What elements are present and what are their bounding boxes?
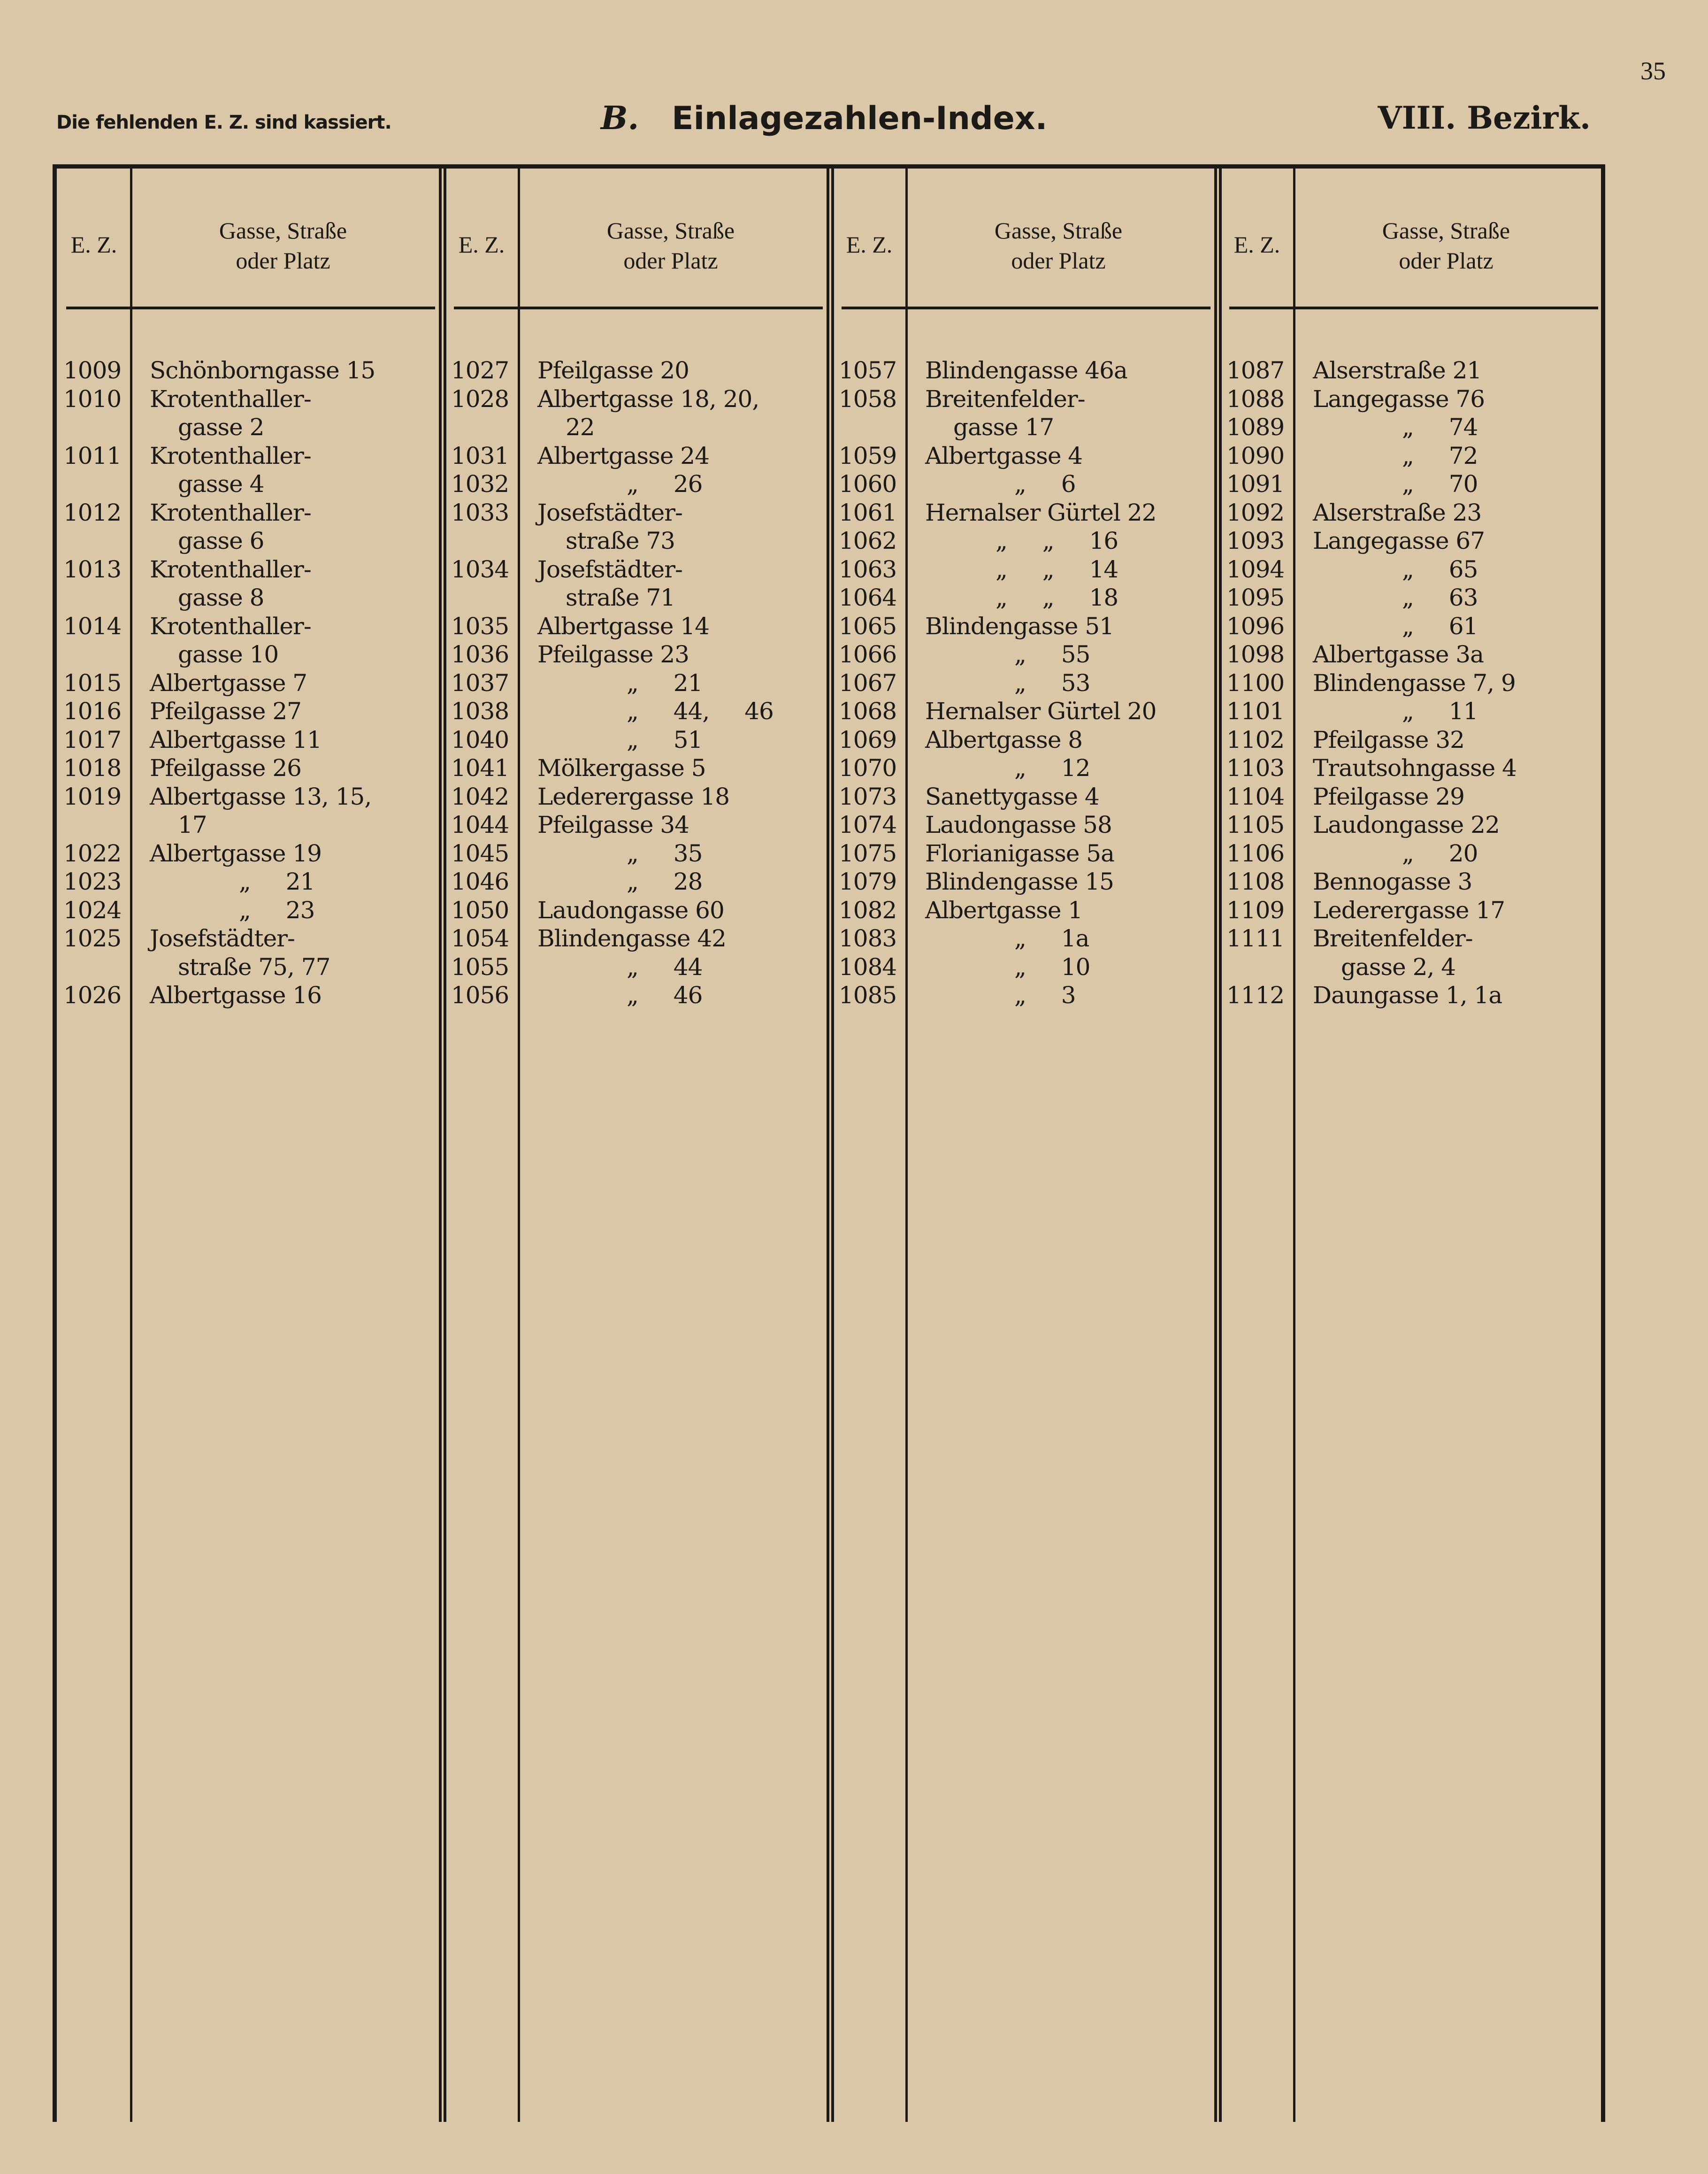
ez-number: 1093 (1226, 527, 1285, 554)
table-row (832, 385, 1220, 414)
ez-number: 1061 (839, 499, 897, 526)
street-name: „ „ 14 (996, 555, 1118, 583)
street-name: „ 44, 46 (627, 698, 774, 725)
street-name: Lederergasse 18 (537, 783, 730, 810)
street-name: Hernalser Gürtel 22 (925, 499, 1157, 526)
street-name: Krotenthaller- (150, 499, 311, 526)
ez-number: 1066 (839, 641, 897, 668)
ez-number: 1045 (451, 839, 509, 867)
table-row (57, 470, 444, 499)
ez-number: 1060 (839, 470, 897, 498)
ez-number: 1022 (63, 839, 122, 867)
ez-number: 1028 (451, 385, 509, 413)
ez-number: 1046 (451, 868, 509, 895)
street-name: Pfeilgasse 27 (150, 698, 301, 725)
street-name: „ 53 (1014, 669, 1090, 697)
table-row (444, 640, 832, 669)
ez-number: 1035 (451, 612, 509, 640)
ez-number: 1010 (63, 385, 122, 413)
table-row (832, 868, 1220, 896)
header-ez: E. Z. (1233, 231, 1280, 258)
street-name: „ 1a (1014, 925, 1089, 952)
street-name: Pfeilgasse 26 (150, 754, 301, 782)
header-street-line1: Gasse, Straße (219, 217, 347, 244)
table-row (444, 413, 832, 442)
ez-number: 1087 (1226, 357, 1285, 384)
table-row (1220, 527, 1608, 555)
street-name: Blindengasse 51 (925, 612, 1114, 640)
ez-number: 1014 (63, 612, 122, 640)
table-row (444, 981, 832, 1010)
street-name: gasse 4 (178, 470, 264, 498)
ez-number: 1103 (1226, 754, 1285, 782)
street-name: 17 (178, 811, 207, 838)
street-name: Laudongasse 22 (1313, 811, 1500, 838)
table-row (444, 754, 832, 783)
header-street (906, 215, 1210, 276)
table-row (444, 811, 832, 839)
street-name: Krotenthaller- (150, 385, 311, 413)
table-row (57, 442, 444, 470)
table-row (832, 896, 1220, 925)
street-name: Krotenthaller- (150, 555, 311, 583)
ez-number: 1054 (451, 925, 509, 952)
street-name: „ 46 (627, 982, 703, 1009)
row-list (57, 356, 444, 1010)
street-name: Florianigasse 5a (925, 839, 1114, 867)
table-row (1220, 981, 1608, 1010)
table-row (444, 442, 832, 470)
table-row (832, 442, 1220, 470)
table-row (832, 527, 1220, 555)
table-row (1220, 584, 1608, 612)
header-rule (454, 307, 823, 309)
table-row (57, 584, 444, 612)
ez-number: 1033 (451, 499, 509, 526)
table-row (1220, 413, 1608, 442)
ez-number: 1096 (1226, 612, 1285, 640)
ez-number: 1089 (1226, 414, 1285, 441)
table-row (1220, 555, 1608, 584)
ez-number: 1067 (839, 669, 897, 697)
street-name: Daungasse 1, 1a (1313, 982, 1502, 1009)
street-name: Sanettygasse 4 (925, 783, 1099, 810)
ez-number: 1079 (839, 868, 897, 895)
ez-number: 1009 (63, 357, 122, 384)
table-row (57, 413, 444, 442)
street-name: Albertgasse 3a (1313, 641, 1484, 668)
header-street (519, 215, 823, 276)
ez-number: 1055 (451, 953, 509, 981)
ez-number: 1083 (839, 925, 897, 952)
ez-number: 1032 (451, 470, 509, 498)
table-row (832, 726, 1220, 754)
table-row (832, 584, 1220, 612)
table-row (1220, 470, 1608, 499)
ez-number: 1025 (63, 925, 122, 952)
column-block (1220, 169, 1608, 2122)
index-title: Einlagezahlen-Index. (672, 100, 1048, 137)
street-name: Krotenthaller- (150, 612, 311, 640)
table-row (57, 868, 444, 896)
table-row (832, 413, 1220, 442)
table-row (444, 783, 832, 811)
ez-number: 1094 (1226, 555, 1285, 583)
header-note: Die fehlenden E. Z. sind kassiert. (56, 112, 391, 133)
ez-number: 1024 (63, 896, 122, 924)
ez-number: 1065 (839, 612, 897, 640)
ez-number: 1068 (839, 698, 897, 725)
ez-number: 1036 (451, 641, 509, 668)
ez-number: 1106 (1226, 839, 1285, 867)
header-street-line2: oder Platz (1011, 247, 1106, 274)
table-row (444, 527, 832, 555)
table-row (1220, 868, 1608, 896)
ez-number: 1098 (1226, 641, 1285, 668)
table-row (832, 669, 1220, 698)
street-name: „ 23 (239, 896, 315, 924)
street-name: gasse 17 (953, 414, 1054, 441)
street-name: „ 35 (627, 839, 703, 867)
table-row (444, 356, 832, 385)
table-row (832, 839, 1220, 868)
ez-number: 1073 (839, 783, 897, 810)
street-name: Breitenfelder- (925, 385, 1085, 413)
street-name: „ 44 (627, 953, 703, 981)
table-row (832, 612, 1220, 641)
table-row (57, 783, 444, 811)
table-row (444, 924, 832, 953)
ez-number: 1016 (63, 698, 122, 725)
street-name: Albertgasse 19 (150, 839, 322, 867)
column-block (832, 169, 1220, 2122)
ez-number: 1058 (839, 385, 897, 413)
table-row (1220, 839, 1608, 868)
street-name: Blindengasse 42 (537, 925, 726, 952)
table-row (444, 499, 832, 527)
street-name: Josefstädter- (537, 499, 682, 526)
table-row (57, 811, 444, 839)
table-row (832, 953, 1220, 982)
table-row (57, 839, 444, 868)
street-name: „ 26 (627, 470, 703, 498)
ez-number: 1063 (839, 555, 897, 583)
ez-number: 1075 (839, 839, 897, 867)
table-row (1220, 896, 1608, 925)
street-name: Blindengasse 46a (925, 357, 1127, 384)
table-row (444, 697, 832, 726)
table-row (1220, 640, 1608, 669)
street-name: Albertgasse 8 (925, 726, 1083, 753)
ez-number: 1019 (63, 783, 122, 810)
table-row (832, 754, 1220, 783)
table-row (832, 470, 1220, 499)
street-name: Lederergasse 17 (1313, 896, 1505, 924)
street-name: Blindengasse 7, 9 (1313, 669, 1516, 697)
ez-number: 1038 (451, 698, 509, 725)
ez-number: 1044 (451, 811, 509, 838)
street-name: Schönborngasse 15 (150, 357, 375, 384)
ez-number: 1111 (1226, 925, 1285, 952)
table-row (1220, 726, 1608, 754)
ez-number: 1101 (1226, 698, 1285, 725)
street-name: Albertgasse 14 (537, 612, 709, 640)
street-name: „ 3 (1014, 982, 1076, 1009)
table-row (1220, 697, 1608, 726)
ez-number: 1023 (63, 868, 122, 895)
table-row (57, 612, 444, 641)
street-name: Pfeilgasse 20 (537, 357, 689, 384)
header-rule (842, 307, 1210, 309)
table-row (1220, 924, 1608, 953)
table-row (57, 527, 444, 555)
table-row (1220, 442, 1608, 470)
street-name: Albertgasse 7 (150, 669, 307, 697)
table-row (1220, 612, 1608, 641)
street-name: gasse 2, 4 (1341, 953, 1456, 981)
ez-number: 1062 (839, 527, 897, 554)
street-name: Laudongasse 58 (925, 811, 1112, 838)
street-name: Josefstädter- (150, 925, 295, 952)
street-name: „ „ 18 (996, 584, 1118, 611)
street-name: „ 63 (1402, 584, 1478, 611)
header-street-line1: Gasse, Straße (1382, 217, 1510, 244)
street-name: Trautsohngasse 4 (1313, 754, 1517, 782)
table-row (57, 499, 444, 527)
street-name: Albertgasse 18, 20, (537, 385, 759, 413)
street-name: Langegasse 67 (1313, 527, 1485, 554)
table-row (444, 584, 832, 612)
street-name: Albertgasse 16 (150, 982, 322, 1009)
header-street-line2: oder Platz (623, 247, 718, 274)
street-name: „ 51 (627, 726, 703, 753)
header-street-line2: oder Platz (1399, 247, 1494, 274)
header-street (1294, 215, 1598, 276)
street-name: Pfeilgasse 29 (1313, 783, 1464, 810)
ez-number: 1090 (1226, 442, 1285, 469)
table-row (832, 981, 1220, 1010)
header-street-line1: Gasse, Straße (994, 217, 1123, 244)
ez-number: 1037 (451, 669, 509, 697)
street-name: Pfeilgasse 32 (1313, 726, 1464, 753)
ez-number: 1108 (1226, 868, 1285, 895)
table-row (1220, 385, 1608, 414)
street-name: straße 73 (566, 527, 675, 554)
table-row (832, 924, 1220, 953)
table-row (832, 555, 1220, 584)
street-name: „ 65 (1402, 555, 1478, 583)
page-title (601, 100, 1047, 137)
ez-number: 1059 (839, 442, 897, 469)
street-name: straße 71 (566, 584, 675, 611)
street-name: „ 74 (1402, 414, 1478, 441)
table-row (444, 868, 832, 896)
column-block (444, 169, 832, 2122)
ez-number: 1057 (839, 357, 897, 384)
street-name: „ 11 (1402, 698, 1478, 725)
header-ez: E. Z. (70, 231, 117, 258)
table-row (57, 726, 444, 754)
street-name: Breitenfelder- (1313, 925, 1473, 952)
table-row (57, 697, 444, 726)
street-name: „ 55 (1014, 641, 1090, 668)
ez-number: 1074 (839, 811, 897, 838)
table-row (1220, 669, 1608, 698)
ez-number: 1041 (451, 754, 509, 782)
header-rule (66, 307, 435, 309)
table-row (57, 981, 444, 1010)
column-block (57, 169, 444, 2122)
table-row (444, 470, 832, 499)
table-row (444, 839, 832, 868)
street-name: „ 61 (1402, 612, 1478, 640)
street-name: Krotenthaller- (150, 442, 311, 469)
table-row (444, 612, 832, 641)
street-name: gasse 6 (178, 527, 264, 554)
ez-number: 1013 (63, 555, 122, 583)
ez-number: 1102 (1226, 726, 1285, 753)
street-name: Blindengasse 15 (925, 868, 1114, 895)
table-row (1220, 754, 1608, 783)
table-row (444, 669, 832, 698)
street-name: Bennogasse 3 (1313, 868, 1472, 895)
street-name: „ 6 (1014, 470, 1076, 498)
street-name: „ 20 (1402, 839, 1478, 867)
table-row (444, 953, 832, 982)
street-name: Albertgasse 24 (537, 442, 709, 469)
street-name: Laudongasse 60 (537, 896, 724, 924)
street-name: „ „ 16 (996, 527, 1118, 554)
ez-number: 1031 (451, 442, 509, 469)
page-number: 35 (1640, 57, 1666, 85)
street-name: Alserstraße 23 (1313, 499, 1482, 526)
ez-number: 1082 (839, 896, 897, 924)
table-row (832, 811, 1220, 839)
table-row (1220, 499, 1608, 527)
table-row (1220, 356, 1608, 385)
table-row (444, 555, 832, 584)
table-row (57, 896, 444, 925)
ez-number: 1104 (1226, 783, 1285, 810)
street-name: „ 28 (627, 868, 703, 895)
table-row (832, 697, 1220, 726)
ez-number: 1095 (1226, 584, 1285, 611)
street-name: Albertgasse 13, 15, (150, 783, 372, 810)
header-ez: E. Z. (458, 231, 505, 258)
street-name: 22 (566, 414, 595, 441)
table-row (57, 669, 444, 698)
table-row (57, 356, 444, 385)
ez-number: 1026 (63, 982, 122, 1009)
ez-number: 1109 (1226, 896, 1285, 924)
street-name: Albertgasse 11 (150, 726, 322, 753)
street-name: gasse 2 (178, 414, 264, 441)
ez-number: 1092 (1226, 499, 1285, 526)
table-row (832, 356, 1220, 385)
ez-number: 1040 (451, 726, 509, 753)
ez-number: 1112 (1226, 982, 1285, 1009)
header-street-line2: oder Platz (236, 247, 330, 274)
ez-number: 1056 (451, 982, 509, 1009)
row-list (1220, 356, 1608, 1010)
ez-number: 1042 (451, 783, 509, 810)
street-name: Pfeilgasse 34 (537, 811, 689, 838)
street-name: gasse 10 (178, 641, 279, 668)
ez-number: 1069 (839, 726, 897, 753)
ez-number: 1064 (839, 584, 897, 611)
street-name: Alserstraße 21 (1313, 357, 1482, 384)
ez-number: 1027 (451, 357, 509, 384)
index-table (53, 164, 1605, 2122)
header-street (131, 215, 435, 276)
ez-number: 1015 (63, 669, 122, 697)
ez-number: 1085 (839, 982, 897, 1009)
ez-number: 1084 (839, 953, 897, 981)
table-row (1220, 783, 1608, 811)
header-street-line1: Gasse, Straße (606, 217, 735, 244)
ez-number: 1034 (451, 555, 509, 583)
table-row (444, 385, 832, 414)
ez-number: 1105 (1226, 811, 1285, 838)
ez-number: 1070 (839, 754, 897, 782)
street-name: „ 72 (1402, 442, 1478, 469)
street-name: „ 21 (627, 669, 703, 697)
street-name: Pfeilgasse 23 (537, 641, 689, 668)
street-name: straße 75, 77 (178, 953, 330, 981)
ez-number: 1050 (451, 896, 509, 924)
table-row (832, 783, 1220, 811)
street-name: Josefstädter- (537, 555, 682, 583)
street-name: Mölkergasse 5 (537, 754, 706, 782)
table-row (832, 640, 1220, 669)
street-name: Albertgasse 1 (925, 896, 1083, 924)
row-list (444, 356, 832, 1010)
header-ez: E. Z. (846, 231, 893, 258)
table-row (832, 499, 1220, 527)
table-row (1220, 953, 1608, 982)
table-row (57, 953, 444, 982)
table-row (57, 754, 444, 783)
ez-number: 1012 (63, 499, 122, 526)
row-list (832, 356, 1220, 1010)
district-title: VIII. Bezirk. (1378, 100, 1591, 136)
table-row (57, 555, 444, 584)
table-row (444, 726, 832, 754)
street-name: Hernalser Gürtel 20 (925, 698, 1157, 725)
ez-number: 1100 (1226, 669, 1285, 697)
street-name: „ 10 (1014, 953, 1090, 981)
ez-number: 1018 (63, 754, 122, 782)
table-row (1220, 811, 1608, 839)
street-name: „ 12 (1014, 754, 1090, 782)
ez-number: 1091 (1226, 470, 1285, 498)
street-name: Langegasse 76 (1313, 385, 1485, 413)
street-name: Albertgasse 4 (925, 442, 1083, 469)
table-row (444, 896, 832, 925)
ez-number: 1088 (1226, 385, 1285, 413)
ez-number: 1011 (63, 442, 122, 469)
street-name: „ 21 (239, 868, 315, 895)
street-name: „ 70 (1402, 470, 1478, 498)
street-name: gasse 8 (178, 584, 264, 611)
header-rule (1229, 307, 1598, 309)
ez-number: 1017 (63, 726, 122, 753)
table-row (57, 640, 444, 669)
table-row (57, 385, 444, 414)
section-letter: B. (601, 100, 639, 137)
table-row (57, 924, 444, 953)
